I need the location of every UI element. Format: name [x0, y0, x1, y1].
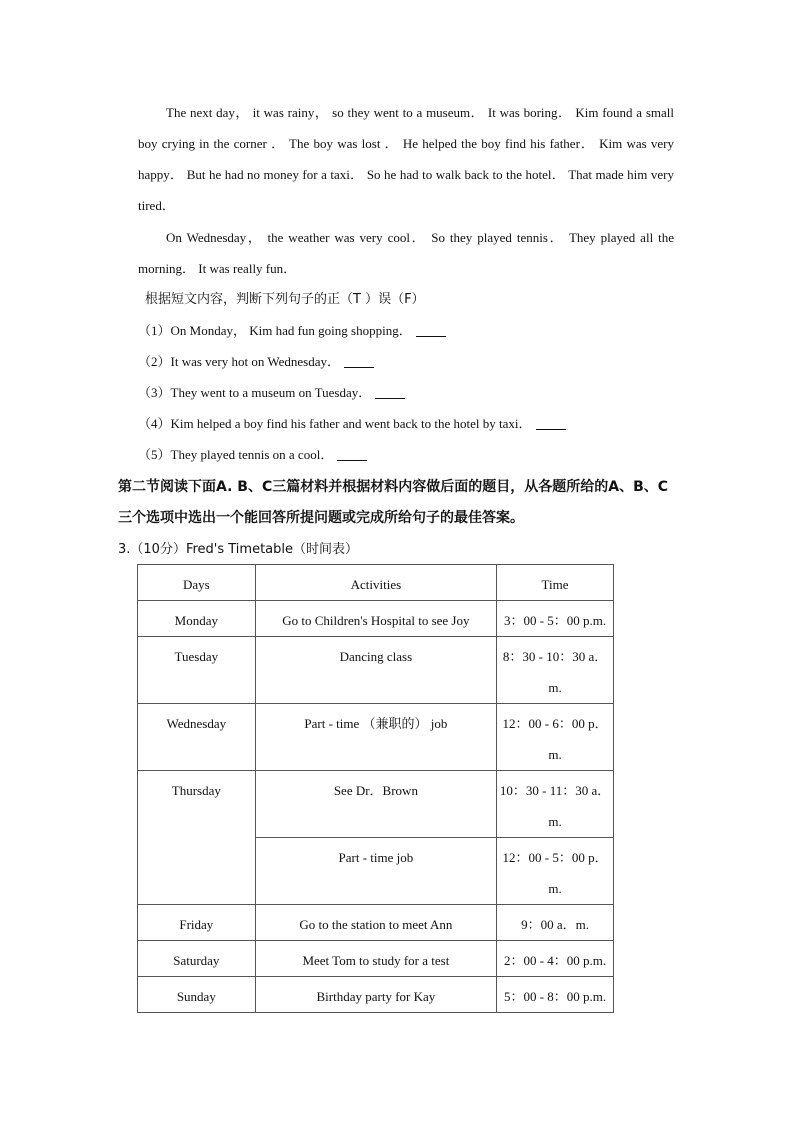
time-cell: 9：00 a．m.: [497, 905, 614, 941]
activity-cell: Go to Children's Hospital to see Joy: [255, 601, 496, 637]
day-cell: Tuesday: [138, 637, 256, 704]
day-cell: Thursday: [138, 771, 256, 905]
table-row: [138, 704, 614, 771]
activity-cell: Birthday party for Kay: [255, 977, 496, 1013]
time-cell: 12：00 - 6：00 p．m.: [497, 704, 614, 771]
table-row: [138, 905, 614, 941]
question-text: （5）They played tennis on a cool．: [138, 447, 334, 462]
time-cell: 10：30 - 11：30 a．m.: [497, 771, 614, 838]
answer-blank[interactable]: [337, 446, 367, 461]
question-item: [138, 377, 566, 408]
answer-blank[interactable]: [416, 322, 446, 337]
activity-cell: Part - time job: [255, 838, 496, 905]
answer-blank[interactable]: [344, 353, 374, 368]
time-cell: 2：00 - 4：00 p.m.: [497, 941, 614, 977]
answer-blank[interactable]: [375, 384, 405, 399]
table-row: [138, 771, 614, 838]
activity-cell: Dancing class: [255, 637, 496, 704]
day-cell: Sunday: [138, 977, 256, 1013]
activity-cell: Go to the station to meet Ann: [255, 905, 496, 941]
timetable: [137, 564, 614, 1013]
question-text: （1）On Monday， Kim had fun going shopping．: [138, 323, 412, 338]
day-cell: Monday: [138, 601, 256, 637]
question-text: （2）It was very hot on Wednesday．: [138, 354, 340, 369]
section-heading: 第二节阅读下面A. B、C三篇材料并根据材料内容做后面的题目，从各题所给的A、B、C三个选项中选出一个能回答所提问题或完成所给句子的最佳答案。: [118, 479, 669, 526]
time-cell: 3：00 - 5：00 p.m.: [497, 601, 614, 637]
answer-blank[interactable]: [536, 415, 566, 430]
table-row: [138, 977, 614, 1013]
table-row: [138, 941, 614, 977]
table-row: [138, 601, 614, 637]
time-cell: 8：30 - 10：30 a．m.: [497, 637, 614, 704]
question-item: [138, 315, 566, 346]
question-text: （3）They went to a museum on Tuesday．: [138, 385, 372, 400]
activity-cell: See Dr．Brown: [255, 771, 496, 838]
question-item: [138, 346, 566, 377]
passage-paragraph-1: The next day， it was rainy， so they went to a museum． It was boring． Kim found a small boy crying in the corner ． The boy was lost ． He helped the boy find his father． Kim was very happy． But he had no money for a taxi． So he had to walk back to the hotel． That made him very tired．: [138, 105, 674, 213]
question-3-title: 3.（10分）Fred's Timetable（时间表）: [118, 542, 359, 557]
day-cell: Wednesday: [138, 704, 256, 771]
question-item: [138, 408, 566, 439]
day-cell: Friday: [138, 905, 256, 941]
activity-cell: Meet Tom to study for a test: [255, 941, 496, 977]
column-header-activities: Activities: [255, 565, 496, 601]
time-cell: 5：00 - 8：00 p.m.: [497, 977, 614, 1013]
question-text: （4）Kim helped a boy find his father and went back to the hotel by taxi．: [138, 416, 532, 431]
passage-paragraph-2: On Wednesday， the weather was very cool． So they played tennis． They played all the morning． It was really fun．: [138, 230, 674, 276]
question-item: [138, 439, 566, 470]
true-false-questions: [138, 315, 566, 470]
time-cell: 12：00 - 5：00 p．m.: [497, 838, 614, 905]
question-instruction: 根据短文内容，判断下列句子的正（T ）误（F）: [145, 292, 425, 307]
table-row: [138, 637, 614, 704]
column-header-time: Time: [497, 565, 614, 601]
activity-cell: Part - time （兼职的） job: [255, 704, 496, 771]
column-header-days: Days: [138, 565, 256, 601]
day-cell: Saturday: [138, 941, 256, 977]
table-header-row: [138, 565, 614, 601]
